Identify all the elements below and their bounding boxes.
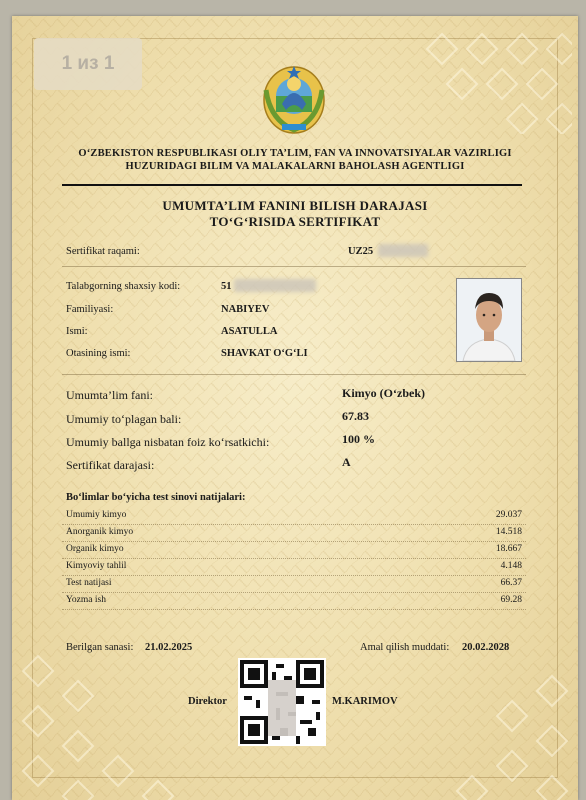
- valid-until-value: 20.02.2028: [462, 642, 510, 653]
- name-label: Ismi:: [66, 326, 88, 337]
- agency-name-line2: HUZURIDAGI BILIM VA MALAKALARNI BAHOLASH AGENTLIGI: [125, 161, 465, 172]
- table-row: [62, 559, 526, 576]
- section-value: 4.148: [500, 561, 522, 571]
- section-label: Umumiy kimyo: [66, 510, 127, 520]
- director-label: Direktor: [188, 696, 227, 707]
- sections-table: [62, 508, 526, 610]
- table-row: [62, 542, 526, 559]
- section-value: 18.667: [495, 544, 522, 554]
- patronymic-value: SHAVKAT O‘G‘LI: [221, 348, 308, 359]
- section-label: Organik kimyo: [66, 544, 124, 554]
- qr-code[interactable]: [238, 658, 326, 746]
- valid-until-label: Amal qilish muddati:: [360, 642, 450, 653]
- ornament-bottom-right: [412, 656, 578, 800]
- section-value: 66.37: [500, 578, 522, 588]
- director-name: M.KARIMOV: [332, 696, 398, 707]
- section-label: Anorganik kimyo: [66, 527, 134, 537]
- surname-label: Familiyasi:: [66, 304, 114, 315]
- sections-heading: Bo‘limlar bo‘yicha test sinovi natijalari:: [66, 492, 246, 503]
- section-value: 29.037: [495, 510, 522, 520]
- issued-date-value: 21.02.2025: [145, 642, 193, 653]
- state-emblem-icon: [258, 60, 330, 136]
- name-value: ASATULLA: [221, 326, 278, 337]
- divider: [62, 266, 526, 267]
- section-value: 14.518: [495, 527, 522, 537]
- section-label: Kimyoviy tahlil: [66, 561, 127, 571]
- redacted-certificate-number: [378, 244, 428, 257]
- surname-value: NABIYEV: [221, 304, 270, 315]
- redacted-pinfl: [234, 279, 316, 292]
- ornament-bottom-left: [18, 636, 188, 800]
- certificate-number-label: Sertifikat raqami:: [66, 246, 140, 257]
- page-indicator: 1 из 1: [34, 38, 142, 90]
- subject-label: Umumta’lim fani:: [66, 388, 153, 402]
- level-value: A: [342, 455, 351, 469]
- certificate-page: [12, 16, 578, 800]
- ornament-top-right: [412, 24, 572, 134]
- total-score-value: 67.83: [342, 409, 369, 423]
- table-row: [62, 508, 526, 525]
- total-score-label: Umumiy to‘plagan bali:: [66, 412, 182, 426]
- pinfl-value: 51: [221, 281, 232, 292]
- agency-name-line1: O‘ZBEKISTON RESPUBLIKASI OLIY TA’LIM, FAN VA INNOVATSIYALAR VAZIRLIGI: [78, 148, 512, 159]
- percent-label: Umumiy ballga nisbatan foiz ko‘rsatkichi:: [66, 435, 270, 449]
- pinfl-label: Talabgorning shaxsiy kodi:: [66, 281, 181, 292]
- certificate-number-value: UZ25: [348, 246, 374, 257]
- header-rule: [62, 184, 522, 186]
- student-photo: [456, 278, 522, 362]
- table-row: [62, 576, 526, 593]
- section-label: Test natijasi: [66, 578, 112, 588]
- subject-value: Kimyo (O‘zbek): [342, 386, 425, 400]
- level-label: Sertifikat darajasi:: [66, 458, 155, 472]
- table-row: [62, 525, 526, 542]
- divider: [62, 374, 526, 375]
- section-label: Yozma ish: [66, 595, 106, 605]
- certificate-title-line2: TO‘G‘RISIDA SERTIFIKAT: [209, 214, 381, 229]
- section-value: 69.28: [500, 595, 522, 605]
- certificate-title-line1: UMUMTA’LIM FANINI BILISH DARAJASI: [162, 198, 428, 213]
- percent-value: 100 %: [342, 432, 375, 446]
- table-row: [62, 593, 526, 610]
- patronymic-label: Otasining ismi:: [66, 348, 131, 359]
- issued-date-label: Berilgan sanasi:: [66, 642, 134, 653]
